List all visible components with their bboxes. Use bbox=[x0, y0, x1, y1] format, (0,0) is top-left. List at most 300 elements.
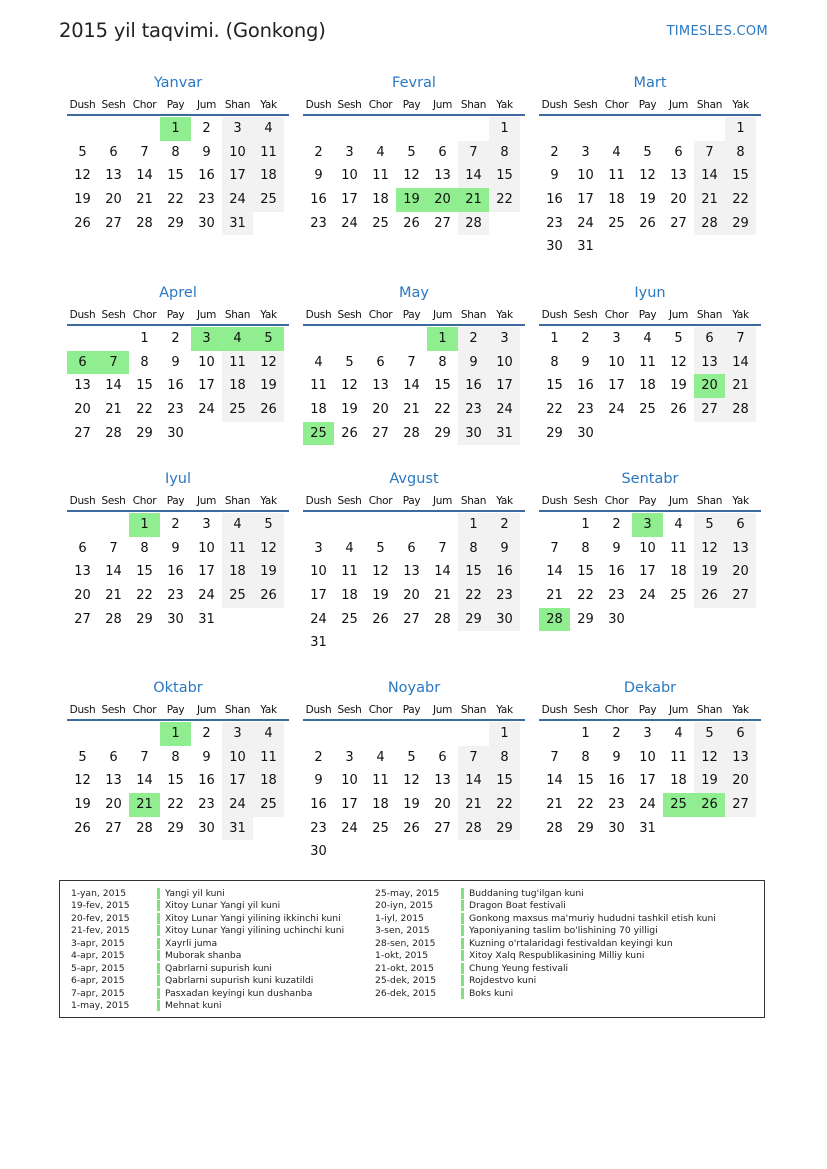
day-cell: 16 bbox=[167, 378, 184, 394]
day-cell: 15 bbox=[167, 773, 184, 789]
day-cell: 22 bbox=[725, 188, 756, 212]
empty-cell bbox=[303, 513, 334, 537]
day-cell: 15 bbox=[458, 560, 489, 584]
weekday-label: Shan bbox=[460, 495, 487, 507]
day-cell: 22 bbox=[136, 402, 153, 418]
empty-cell bbox=[129, 117, 160, 141]
weekday-header bbox=[303, 93, 525, 116]
legend-holiday-name: Xitoy Lunar Yangi yil kuni bbox=[165, 900, 281, 912]
legend-item bbox=[375, 987, 716, 1000]
day-cell: 16 bbox=[489, 560, 520, 584]
day-cell: 16 bbox=[310, 797, 327, 813]
month-name: May bbox=[399, 285, 429, 301]
month-mart bbox=[539, 73, 761, 259]
day-cell: 2 bbox=[171, 517, 180, 532]
day-cell: 18 bbox=[253, 164, 284, 188]
weekday-label: Pay bbox=[166, 99, 185, 111]
day-cell: 28 bbox=[546, 820, 563, 836]
day-cell: 31 bbox=[222, 212, 253, 236]
weekday-header bbox=[67, 489, 289, 512]
weekday-label: Jum bbox=[432, 495, 453, 507]
day-cell: 5 bbox=[345, 354, 354, 370]
weekday-label: Jum bbox=[668, 309, 689, 321]
weekday-label: Chor bbox=[132, 704, 157, 716]
day-cell: 9 bbox=[612, 749, 621, 765]
legend-item bbox=[375, 912, 716, 925]
day-cell: 26 bbox=[403, 820, 420, 836]
day-cell: 21 bbox=[105, 588, 122, 604]
weekday-label: Yak bbox=[496, 309, 513, 321]
empty-cell bbox=[458, 117, 489, 141]
day-cell: 1 bbox=[489, 722, 520, 746]
day-cell: 28 bbox=[136, 820, 153, 836]
weekday-label: Sesh bbox=[337, 495, 362, 507]
day-cell: 28 bbox=[105, 611, 122, 627]
legend-date: 3-apr, 2015 bbox=[71, 937, 125, 949]
day-cell: 29 bbox=[167, 215, 184, 231]
day-cell: 23 bbox=[458, 398, 489, 422]
day-cell: 13 bbox=[725, 746, 756, 770]
weekday-label: Chor bbox=[132, 99, 157, 111]
site-logo[interactable]: TIMESLES.COM bbox=[666, 24, 768, 39]
day-cell: 10 bbox=[639, 749, 656, 765]
legend-date: 1-iyl, 2015 bbox=[375, 912, 424, 924]
legend-holiday-name: Xitoy Xalq Respublikasining Milliy kuni bbox=[469, 950, 645, 962]
legend-holiday-name: Dragon Boat festivali bbox=[469, 900, 566, 912]
legend-holiday-name: Pasxadan keyingi kun dushanba bbox=[165, 987, 313, 999]
day-grid bbox=[303, 722, 525, 864]
day-cell: 10 bbox=[198, 540, 215, 556]
day-cell: 30 bbox=[458, 422, 489, 446]
day-cell: 27 bbox=[434, 215, 451, 231]
day-cell: 2 bbox=[171, 331, 180, 346]
weekday-label: Sesh bbox=[337, 704, 362, 716]
month-name: Noyabr bbox=[387, 680, 441, 696]
day-grid bbox=[67, 327, 289, 445]
empty-cell bbox=[427, 722, 458, 746]
day-cell: 3 bbox=[345, 749, 354, 765]
weekday-label: Shan bbox=[696, 309, 723, 321]
day-grid bbox=[303, 327, 525, 445]
legend-item bbox=[71, 987, 344, 1000]
day-cell: 26 bbox=[74, 215, 91, 231]
legend-holiday-name: Gonkong maxsus ma'muriy hududni tashkil etish kuni bbox=[469, 912, 716, 924]
day-cell: 27 bbox=[403, 611, 420, 627]
weekday-label: Pay bbox=[638, 704, 657, 716]
legend-color-marker bbox=[157, 975, 160, 986]
holiday-legend bbox=[59, 880, 765, 1018]
empty-cell bbox=[303, 117, 334, 141]
legend-item bbox=[375, 937, 716, 950]
weekday-label: Chor bbox=[604, 704, 629, 716]
weekday-label: Dush bbox=[305, 495, 332, 507]
weekday-label: Pay bbox=[402, 99, 421, 111]
weekday-label: Sesh bbox=[573, 495, 598, 507]
legend-color-marker bbox=[157, 963, 160, 974]
day-cell: 21 bbox=[458, 793, 489, 817]
legend-date: 26-dek, 2015 bbox=[375, 987, 437, 999]
day-grid bbox=[303, 513, 525, 655]
day-cell: 6 bbox=[376, 354, 385, 370]
legend-color-marker bbox=[157, 950, 160, 961]
day-cell: 6 bbox=[109, 749, 118, 765]
weekday-header bbox=[539, 303, 761, 326]
day-cell: 31 bbox=[639, 820, 656, 836]
legend-holiday-name: Buddaning tug'ilgan kuni bbox=[469, 887, 584, 899]
day-cell: 15 bbox=[725, 164, 756, 188]
weekday-header bbox=[67, 698, 289, 721]
day-cell: 9 bbox=[171, 540, 180, 556]
legend-item bbox=[71, 975, 344, 988]
month-iyun bbox=[539, 283, 761, 445]
day-cell: 30 bbox=[546, 239, 563, 255]
legend-holiday-name: Boks kuni bbox=[469, 987, 514, 999]
weekday-label: Jum bbox=[668, 704, 689, 716]
weekday-label: Sesh bbox=[573, 309, 598, 321]
legend-item bbox=[375, 962, 716, 975]
day-cell: 29 bbox=[577, 611, 594, 627]
legend-holiday-name: Rojdestvo kuni bbox=[469, 975, 537, 987]
day-cell: 2 bbox=[314, 144, 323, 160]
day-cell: 5 bbox=[694, 513, 725, 537]
legend-color-marker bbox=[461, 925, 464, 936]
weekday-label: Pay bbox=[166, 704, 185, 716]
empty-cell bbox=[539, 722, 570, 746]
day-cell: 11 bbox=[341, 564, 358, 580]
day-cell: 10 bbox=[608, 354, 625, 370]
day-cell: 1 bbox=[458, 513, 489, 537]
weekday-label: Dush bbox=[541, 704, 568, 716]
day-cell: 11 bbox=[222, 537, 253, 561]
day-cell: 25 bbox=[639, 402, 656, 418]
day-cell: 26 bbox=[253, 398, 284, 422]
legend-date: 1-okt, 2015 bbox=[375, 950, 429, 962]
day-cell: 10 bbox=[341, 773, 358, 789]
day-cell: 14 bbox=[105, 564, 122, 580]
day-cell: 28 bbox=[458, 817, 489, 841]
day-cell: 27 bbox=[372, 425, 389, 441]
day-cell: 29 bbox=[577, 820, 594, 836]
legend-item bbox=[71, 912, 344, 925]
day-cell: 7 bbox=[550, 749, 559, 765]
day-cell: 17 bbox=[310, 588, 327, 604]
holiday-day-cell: 4 bbox=[222, 327, 253, 351]
legend-date: 1-yan, 2015 bbox=[71, 887, 127, 899]
day-cell: 13 bbox=[74, 378, 91, 394]
day-cell: 9 bbox=[458, 351, 489, 375]
day-cell: 25 bbox=[372, 820, 389, 836]
day-cell: 17 bbox=[639, 773, 656, 789]
month-name: Iyun bbox=[634, 285, 666, 301]
day-cell: 17 bbox=[489, 374, 520, 398]
empty-cell bbox=[365, 722, 396, 746]
empty-cell bbox=[67, 722, 98, 746]
day-cell: 11 bbox=[670, 749, 687, 765]
day-cell: 15 bbox=[167, 168, 184, 184]
weekday-label: Sesh bbox=[101, 495, 126, 507]
legend-date: 20-iyn, 2015 bbox=[375, 900, 434, 912]
day-cell: 1 bbox=[550, 331, 559, 346]
day-cell: 17 bbox=[608, 378, 625, 394]
day-cell: 10 bbox=[222, 746, 253, 770]
day-cell: 5 bbox=[78, 749, 87, 765]
day-cell: 14 bbox=[458, 769, 489, 793]
day-cell: 29 bbox=[458, 608, 489, 632]
weekday-label: Jum bbox=[668, 99, 689, 111]
day-cell: 21 bbox=[725, 374, 756, 398]
legend-date: 4-apr, 2015 bbox=[71, 950, 125, 962]
weekday-header bbox=[303, 303, 525, 326]
day-cell: 23 bbox=[198, 797, 215, 813]
empty-cell bbox=[334, 722, 365, 746]
weekday-label: Yak bbox=[732, 309, 749, 321]
day-cell: 18 bbox=[341, 588, 358, 604]
day-cell: 26 bbox=[372, 611, 389, 627]
legend-holiday-name: Mehnat kuni bbox=[165, 1000, 222, 1012]
day-cell: 29 bbox=[434, 425, 451, 441]
month-name: Fevral bbox=[392, 75, 436, 91]
month-name: Sentabr bbox=[621, 471, 679, 487]
day-cell: 24 bbox=[222, 188, 253, 212]
day-cell: 31 bbox=[222, 817, 253, 841]
day-cell: 25 bbox=[253, 188, 284, 212]
day-cell: 10 bbox=[341, 168, 358, 184]
day-cell: 15 bbox=[434, 378, 451, 394]
empty-cell bbox=[67, 513, 98, 537]
day-cell: 7 bbox=[140, 144, 149, 160]
day-cell: 13 bbox=[725, 537, 756, 561]
day-cell: 12 bbox=[372, 564, 389, 580]
day-cell: 27 bbox=[725, 793, 756, 817]
holiday-day-cell: 20 bbox=[427, 188, 458, 212]
day-cell: 23 bbox=[489, 584, 520, 608]
legend-holiday-name: Qabrlarni supurish kuni kuzatildi bbox=[165, 975, 314, 987]
day-cell: 23 bbox=[310, 820, 327, 836]
day-cell: 18 bbox=[608, 192, 625, 208]
weekday-label: Dush bbox=[69, 309, 96, 321]
day-cell: 22 bbox=[458, 584, 489, 608]
weekday-header bbox=[539, 489, 761, 512]
day-cell: 11 bbox=[372, 773, 389, 789]
legend-date: 1-may, 2015 bbox=[71, 1000, 130, 1012]
day-cell: 31 bbox=[577, 239, 594, 255]
day-cell: 14 bbox=[546, 773, 563, 789]
day-cell: 16 bbox=[198, 773, 215, 789]
day-cell: 11 bbox=[372, 168, 389, 184]
weekday-label: Sesh bbox=[573, 99, 598, 111]
day-grid bbox=[539, 327, 761, 445]
day-cell: 21 bbox=[546, 588, 563, 604]
month-oktabr bbox=[67, 678, 289, 840]
legend-color-marker bbox=[157, 938, 160, 949]
day-cell: 15 bbox=[489, 769, 520, 793]
weekday-label: Jum bbox=[196, 704, 217, 716]
day-grid bbox=[539, 513, 761, 631]
day-cell: 25 bbox=[253, 793, 284, 817]
day-cell: 31 bbox=[310, 635, 327, 651]
day-cell: 5 bbox=[376, 540, 385, 556]
day-cell: 6 bbox=[438, 749, 447, 765]
day-cell: 16 bbox=[608, 773, 625, 789]
holiday-day-cell: 3 bbox=[191, 327, 222, 351]
day-cell: 16 bbox=[198, 168, 215, 184]
day-cell: 27 bbox=[105, 820, 122, 836]
legend-holiday-name: Xitoy Lunar Yangi yilining ikkinchi kuni bbox=[165, 912, 341, 924]
day-cell: 8 bbox=[458, 537, 489, 561]
day-cell: 18 bbox=[372, 192, 389, 208]
day-cell: 7 bbox=[458, 141, 489, 165]
day-cell: 13 bbox=[403, 564, 420, 580]
weekday-label: Pay bbox=[166, 495, 185, 507]
weekday-label: Yak bbox=[496, 99, 513, 111]
day-grid bbox=[303, 117, 525, 235]
day-cell: 30 bbox=[489, 608, 520, 632]
empty-cell bbox=[303, 722, 334, 746]
legend-holiday-name: Yangi yil kuni bbox=[165, 887, 225, 899]
day-cell: 28 bbox=[105, 425, 122, 441]
holiday-day-cell: 26 bbox=[694, 793, 725, 817]
day-cell: 14 bbox=[694, 164, 725, 188]
day-cell: 30 bbox=[310, 844, 327, 860]
legend-date: 21-fev, 2015 bbox=[71, 925, 130, 937]
weekday-label: Chor bbox=[368, 704, 393, 716]
legend-item bbox=[375, 900, 716, 913]
day-cell: 25 bbox=[670, 588, 687, 604]
empty-cell bbox=[98, 513, 129, 537]
month-name: Oktabr bbox=[153, 680, 203, 696]
day-grid bbox=[67, 513, 289, 631]
legend-column-right bbox=[375, 887, 716, 1000]
holiday-day-cell: 6 bbox=[67, 351, 98, 375]
empty-cell bbox=[694, 117, 725, 141]
day-cell: 5 bbox=[643, 144, 652, 160]
day-cell: 24 bbox=[489, 398, 520, 422]
legend-color-marker bbox=[157, 913, 160, 924]
day-cell: 12 bbox=[694, 746, 725, 770]
weekday-label: Jum bbox=[432, 309, 453, 321]
day-cell: 14 bbox=[105, 378, 122, 394]
day-cell: 22 bbox=[167, 797, 184, 813]
holiday-day-cell: 5 bbox=[253, 327, 284, 351]
legend-holiday-name: Qabrlarni supurish kuni bbox=[165, 962, 272, 974]
day-cell: 4 bbox=[222, 513, 253, 537]
day-cell: 14 bbox=[458, 164, 489, 188]
day-cell: 19 bbox=[403, 797, 420, 813]
day-cell: 15 bbox=[136, 564, 153, 580]
day-cell: 20 bbox=[725, 769, 756, 793]
day-cell: 4 bbox=[674, 517, 683, 532]
day-cell: 6 bbox=[725, 722, 756, 746]
day-cell: 17 bbox=[341, 192, 358, 208]
weekday-label: Yak bbox=[260, 495, 277, 507]
day-cell: 11 bbox=[639, 354, 656, 370]
day-cell: 2 bbox=[550, 144, 559, 160]
holiday-day-cell: 28 bbox=[539, 608, 570, 632]
day-cell: 19 bbox=[253, 560, 284, 584]
day-cell: 12 bbox=[253, 351, 284, 375]
day-cell: 9 bbox=[202, 144, 211, 160]
day-cell: 17 bbox=[222, 769, 253, 793]
day-cell: 28 bbox=[725, 398, 756, 422]
weekday-label: Chor bbox=[368, 495, 393, 507]
holiday-day-cell: 3 bbox=[632, 513, 663, 537]
legend-item bbox=[375, 950, 716, 963]
holiday-day-cell: 21 bbox=[129, 793, 160, 817]
weekday-header bbox=[67, 93, 289, 116]
weekday-label: Shan bbox=[460, 309, 487, 321]
page-title: 2015 yil taqvimi. (Gonkong) bbox=[59, 19, 326, 42]
weekday-label: Shan bbox=[696, 99, 723, 111]
day-cell: 20 bbox=[434, 797, 451, 813]
legend-holiday-name: Muborak shanba bbox=[165, 950, 242, 962]
weekday-label: Yak bbox=[732, 99, 749, 111]
day-cell: 31 bbox=[489, 422, 520, 446]
day-cell: 26 bbox=[670, 402, 687, 418]
day-cell: 9 bbox=[314, 773, 323, 789]
day-cell: 5 bbox=[407, 749, 416, 765]
day-cell: 15 bbox=[136, 378, 153, 394]
day-cell: 27 bbox=[694, 398, 725, 422]
weekday-label: Pay bbox=[402, 309, 421, 321]
day-cell: 19 bbox=[341, 402, 358, 418]
day-cell: 19 bbox=[372, 588, 389, 604]
day-cell: 30 bbox=[198, 820, 215, 836]
legend-date: 25-dek, 2015 bbox=[375, 975, 437, 987]
day-cell: 20 bbox=[74, 402, 91, 418]
day-cell: 20 bbox=[403, 588, 420, 604]
day-cell: 2 bbox=[581, 331, 590, 346]
holiday-day-cell: 19 bbox=[396, 188, 427, 212]
day-cell: 11 bbox=[670, 540, 687, 556]
day-cell: 3 bbox=[345, 144, 354, 160]
weekday-label: Yak bbox=[260, 99, 277, 111]
day-cell: 2 bbox=[612, 517, 621, 532]
day-cell: 8 bbox=[550, 354, 559, 370]
day-cell: 24 bbox=[341, 820, 358, 836]
weekday-label: Chor bbox=[604, 495, 629, 507]
legend-item bbox=[375, 925, 716, 938]
day-cell: 20 bbox=[670, 192, 687, 208]
day-cell: 14 bbox=[725, 351, 756, 375]
day-cell: 1 bbox=[725, 117, 756, 141]
legend-color-marker bbox=[461, 963, 464, 974]
day-cell: 12 bbox=[639, 168, 656, 184]
weekday-label: Shan bbox=[460, 704, 487, 716]
day-cell: 8 bbox=[581, 749, 590, 765]
day-grid bbox=[67, 722, 289, 840]
day-cell: 15 bbox=[489, 164, 520, 188]
empty-cell bbox=[98, 722, 129, 746]
legend-holiday-name: Xitoy Lunar Yangi yilining uchinchi kuni bbox=[165, 925, 345, 937]
day-cell: 23 bbox=[310, 215, 327, 231]
day-cell: 25 bbox=[341, 611, 358, 627]
weekday-label: Dush bbox=[305, 309, 332, 321]
day-cell: 9 bbox=[581, 354, 590, 370]
empty-cell bbox=[663, 117, 694, 141]
day-cell: 28 bbox=[136, 215, 153, 231]
holiday-day-cell: 25 bbox=[303, 422, 334, 446]
legend-item bbox=[71, 1000, 344, 1013]
weekday-header bbox=[539, 698, 761, 721]
empty-cell bbox=[427, 513, 458, 537]
day-cell: 22 bbox=[577, 588, 594, 604]
weekday-label: Shan bbox=[224, 495, 251, 507]
day-cell: 17 bbox=[639, 564, 656, 580]
day-cell: 6 bbox=[674, 144, 683, 160]
day-cell: 29 bbox=[546, 425, 563, 441]
empty-cell bbox=[427, 117, 458, 141]
day-cell: 27 bbox=[74, 611, 91, 627]
